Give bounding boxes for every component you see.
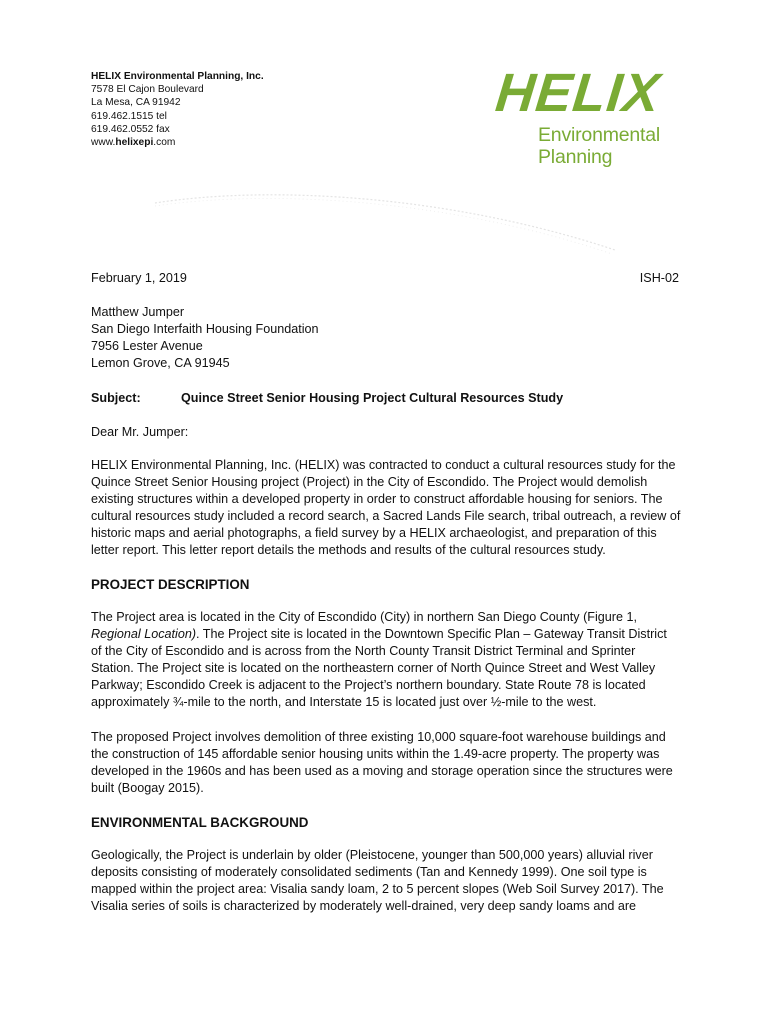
recipient-city: Lemon Grove, CA 91945 (91, 356, 230, 370)
recipient-block (91, 304, 319, 372)
website-suffix: .com (153, 137, 176, 149)
firm-name: HELIX Environmental Planning, Inc. (91, 71, 264, 82)
text-line: built (Boogay 2015). (91, 781, 204, 795)
text-line: of the City of Escondido and is across from the North County Transit District Terminal and Sprinter (91, 644, 636, 658)
letterhead-address (91, 70, 264, 149)
website-prefix: www. (91, 137, 116, 149)
environmental-paragraph (91, 847, 681, 915)
letter-date: February 1, 2019 (91, 271, 187, 285)
text-line: cultural resources study included a record search, a Sacred Lands File search, tribal outreach, a review of (91, 509, 681, 523)
section-heading-environmental-background: ENVIRONMENTAL BACKGROUND (91, 815, 309, 830)
website (91, 136, 264, 149)
website-domain: helixepi (115, 137, 154, 149)
text-line: deposits consisting of moderately consolidated sediments (Tan and Kennedy 1999). One soil type is (91, 865, 647, 879)
text-line: Parkway; Escondido Creek is adjacent to the Project’s northern boundary. State Route 78 is located (91, 678, 646, 692)
text-line: historic maps and aerial photographs, a field survey by a HELIX archaeologist, and preparation of this (91, 526, 657, 540)
text-line: HELIX Environmental Planning, Inc. (HELIX) was contracted to conduct a cultural resources study for the (91, 458, 676, 472)
section-heading-project-description: PROJECT DESCRIPTION (91, 577, 250, 592)
text-line: The Project area is located in the City of Escondido (City) in northern San Diego County (Figure 1, (91, 610, 637, 624)
proposed-project-paragraph (91, 729, 681, 797)
text-fragment: . The Project site is located in the Downtown Specific Plan – Gateway Transit District (196, 627, 667, 641)
figure-reference: Regional Location) (91, 627, 197, 641)
text-line: letter report. This letter report details the methods and results of the cultural resources study. (91, 543, 606, 557)
street-address: 7578 El Cajon Boulevard (91, 84, 204, 96)
subject-label: Subject: (91, 391, 141, 405)
city-address: La Mesa, CA 91942 (91, 97, 181, 109)
salutation: Dear Mr. Jumper: (91, 425, 189, 439)
text-line: The proposed Project involves demolition of three existing 10,000 square-foot warehouse buildings and (91, 730, 666, 744)
logo-wordmark: HELIX (492, 63, 664, 123)
helix-logo (492, 63, 728, 168)
text-line: approximately ¾-mile to the north, and Interstate 15 is located just over ½-mile to the west. (91, 695, 597, 709)
text-line: Geologically, the Project is underlain by older (Pleistocene, younger than 500,000 years) alluvial river (91, 848, 653, 862)
reference-code: ISH-02 (639, 271, 679, 285)
text-line: Station. The Project site is located on the northeastern corner of North Quince Street and West Valley (91, 661, 656, 675)
project-description-paragraph (91, 609, 681, 711)
recipient-organization: San Diego Interfaith Housing Foundation (91, 322, 319, 336)
logo-tagline: Environmental Planning (538, 124, 661, 168)
intro-paragraph (91, 457, 681, 559)
text-line: Quince Street Senior Housing project (Project) in the City of Escondido. The Project would demolish (91, 475, 648, 489)
text-line: the construction of 145 affordable senior housing units within the 1.49-acre property. The property was (91, 747, 660, 761)
text-line: developed in the 1960s and has been used as a moving and storage operation since the structures were (91, 764, 673, 778)
decorative-swoosh (150, 175, 620, 255)
text-line (91, 626, 681, 643)
telephone: 619.462.1515 tel (91, 110, 167, 122)
text-line: existing structures within a developed property in order to construct affordable housing for seniors. The (91, 492, 663, 506)
subject-text: Quince Street Senior Housing Project Cultural Resources Study (181, 391, 564, 405)
fax: 619.462.0552 fax (91, 123, 170, 135)
recipient-name: Matthew Jumper (91, 305, 185, 319)
text-line: mapped within the project area: Visalia sandy loam, 2 to 5 percent slopes (Web Soil Survey 2017). The (91, 882, 664, 896)
text-line: Visalia series of soils is characterized by moderately well-drained, very deep sandy loams and are (91, 899, 637, 913)
recipient-street: 7956 Lester Avenue (91, 339, 203, 353)
